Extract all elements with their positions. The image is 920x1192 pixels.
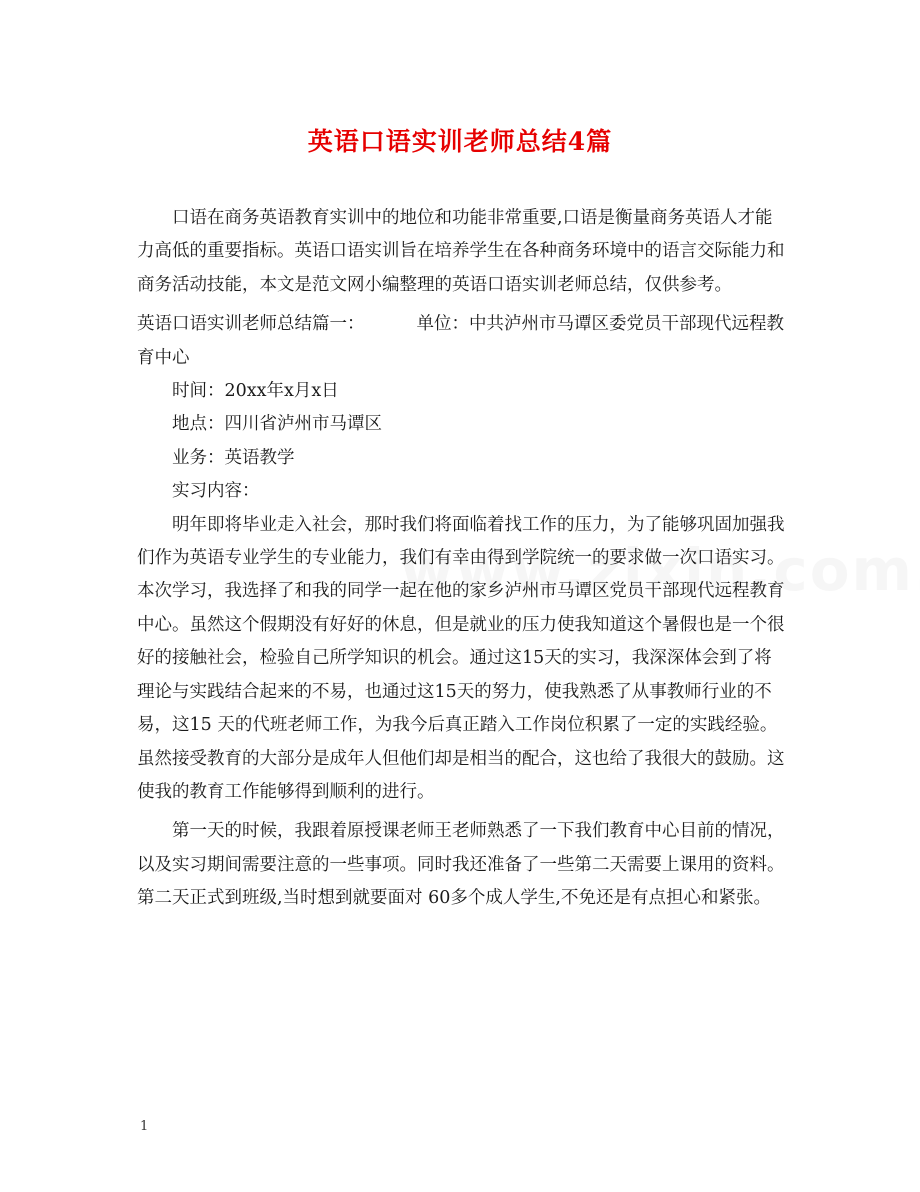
time-line: 时间：20xx年x月x日 [172, 381, 339, 402]
body-paragraph-2: 第一天的时候，我跟着原授课老师王老师熟悉了一下我们教育中心目前的情况，以及实习期间需要注意的一些事项。同时我还准备了一些第二天需要上课用的资料。第二天正式到班级,当时想到就要面对 60多个成人学生,不免还是有点担心和紧张。 [137, 821, 785, 909]
body-paragraph-1: 明年即将毕业走入社会，那时我们将面临着找工作的压力，为了能够巩固加强我们作为英语专业学生的专业能力，我们有幸由得到学院统一的要求做一次口语实习。本次学习，我选择了和我的同学一起在他的家乡泸州市马谭区党员干部现代远程教育中心。虽然这个假期没有好好的休息，但是就业的压力使我知道这个暑假也是一个很好的接触社会，检验自己所学知识的机会。通过这15天的实习，我深深体会到了将理论与实践结合起来的不易，也通过这15天的努力，使我熟悉了从事教师行业的不易，这15 天的代班老师工作，为我今后真正踏入工作岗位积累了一定的实践经验。虽然接受教育的大部分是成年人但他们却是相当的配合，这也给了我很大的鼓励。这使我的教育工作能够得到顺利的进行。 [137, 514, 785, 802]
business-line: 业务：英语教学 [172, 447, 295, 468]
unit-line: 单位：中共泸州市马谭区委党员干部现代远程教育中心 [137, 314, 784, 368]
intro-paragraph: 口语在商务英语教育实训中的地位和功能非常重要,口语是衡量商务英语人才能力高低的重要指标。英语口语实训旨在培养学生在各种商务环境中的语言交际能力和商务活动技能，本文是范文网小编整理的英语口语实训老师总结，仅供参考。 [137, 208, 785, 295]
place-line: 地点：四川省泸州市马谭区 [172, 414, 382, 435]
page-number: 1 [140, 1119, 149, 1134]
document-body [137, 202, 785, 916]
content-label: 实习内容： [172, 481, 260, 502]
document-title: 英语口语实训老师总结4篇 [307, 127, 613, 156]
section-heading: 英语口语实训老师总结篇一： [137, 314, 365, 335]
section-header [137, 308, 785, 375]
